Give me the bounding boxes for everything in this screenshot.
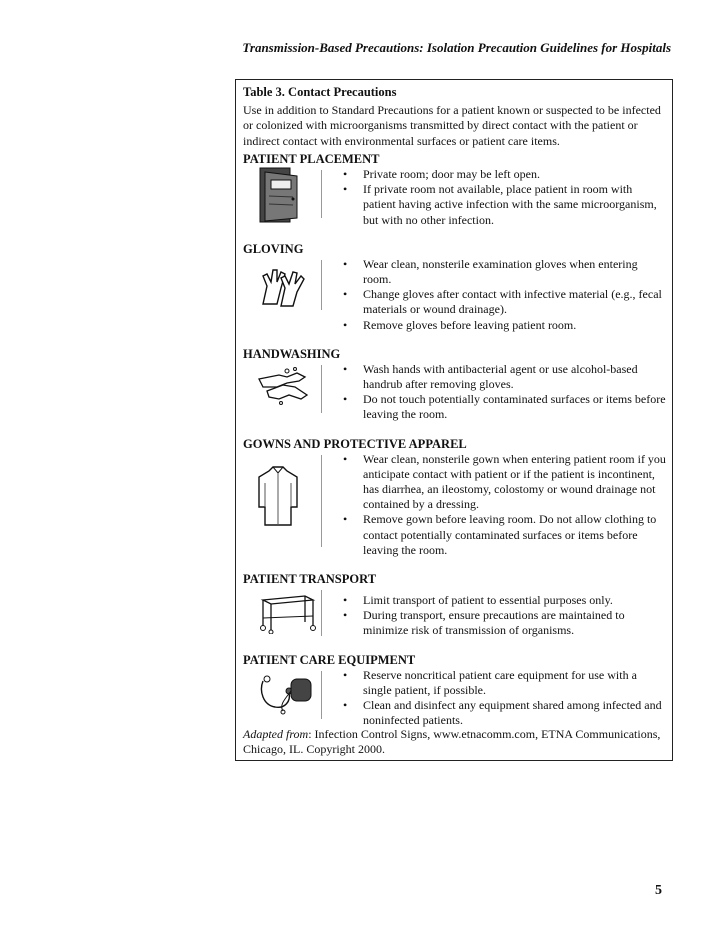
list-item: • Reserve noncritical patient care equipment for use with a single patient, if possible. bbox=[343, 668, 666, 698]
stethoscope-cuff-icon bbox=[257, 671, 315, 720]
divider-line bbox=[321, 365, 322, 413]
list-item: • Limit transport of patient to essential purposes only. bbox=[343, 593, 666, 608]
door-icon bbox=[257, 166, 301, 229]
credit-text: : Infection Control Signs, www.etnacomm.com, ETNA Communications, Chicago, IL. Copyright 2000. bbox=[243, 727, 661, 757]
section-handwashing bbox=[243, 347, 666, 423]
section-gowns-protective-apparel bbox=[243, 437, 666, 558]
section-title: HANDWASHING bbox=[243, 346, 341, 361]
list-item: • Wear clean, nonsterile gown when entering patient room if you anticipate contact with patient or if the patient is incontinent, has diarrhea, an ileostomy, colostomy or wound drainage not contained by a dressing. bbox=[343, 452, 666, 513]
handwashing-icon bbox=[257, 365, 309, 410]
list-item: • If private room not available, place patient in room with patient having active infection with the same microorganism, but with no other infection. bbox=[343, 182, 666, 228]
section-title: GOWNS AND PROTECTIVE APPAREL bbox=[243, 436, 467, 451]
table-intro: Use in addition to Standard Precautions for a patient known or suspected to be infected or colonized with microorganisms transmitted by direct contact with the patient or indirect contact with environmental surfaces or patient care items. bbox=[243, 103, 661, 148]
section-title: PATIENT PLACEMENT bbox=[243, 151, 380, 166]
bullet-list bbox=[243, 452, 666, 558]
list-item: • Wash hands with antibacterial agent or use alcohol-based handrub after removing gloves. bbox=[343, 362, 666, 392]
list-item: • During transport, ensure precautions are maintained to minimize risk of transmission of organisms. bbox=[343, 608, 666, 638]
divider-line bbox=[321, 455, 322, 547]
source-credit bbox=[243, 727, 667, 758]
divider-line bbox=[321, 671, 322, 719]
list-item: • Private room; door may be left open. bbox=[343, 167, 666, 182]
divider-line bbox=[321, 260, 322, 310]
section-title: PATIENT TRANSPORT bbox=[243, 571, 377, 586]
gown-icon bbox=[257, 463, 299, 534]
section-title: PATIENT CARE EQUIPMENT bbox=[243, 652, 416, 667]
page-number: 5 bbox=[655, 883, 662, 898]
list-item: • Clean and disinfect any equipment shared among infected and noninfected patients. bbox=[343, 698, 666, 728]
list-item: • Wear clean, nonsterile examination gloves when entering room. bbox=[343, 257, 666, 287]
section-gloving bbox=[243, 242, 666, 333]
list-item: • Change gloves after contact with infective material (e.g., fecal materials or wound drainage). bbox=[343, 287, 666, 317]
divider-line bbox=[321, 590, 322, 636]
section-patient-placement bbox=[243, 152, 666, 228]
bullet-list bbox=[243, 167, 666, 228]
section-patient-transport bbox=[243, 572, 666, 639]
list-item: • Remove gown before leaving room. Do not allow clothing to contact potentially contaminated surfaces or items before leaving the room. bbox=[343, 512, 666, 558]
contact-precautions-table bbox=[235, 79, 673, 761]
section-title: GLOVING bbox=[243, 241, 304, 256]
section-patient-care-equipment bbox=[243, 653, 666, 729]
list-item: • Do not touch potentially contaminated surfaces or items before leaving the room. bbox=[343, 392, 666, 422]
running-header: Transmission-Based Precautions: Isolation Precaution Guidelines for Hospitals bbox=[242, 40, 671, 55]
divider-line bbox=[321, 170, 322, 218]
credit-prefix: Adapted from bbox=[243, 727, 309, 741]
list-item: • Remove gloves before leaving patient room. bbox=[343, 318, 666, 333]
gurney-icon bbox=[257, 592, 317, 639]
table-title: Table 3. Contact Precautions bbox=[243, 85, 397, 99]
gloves-icon bbox=[257, 264, 307, 313]
